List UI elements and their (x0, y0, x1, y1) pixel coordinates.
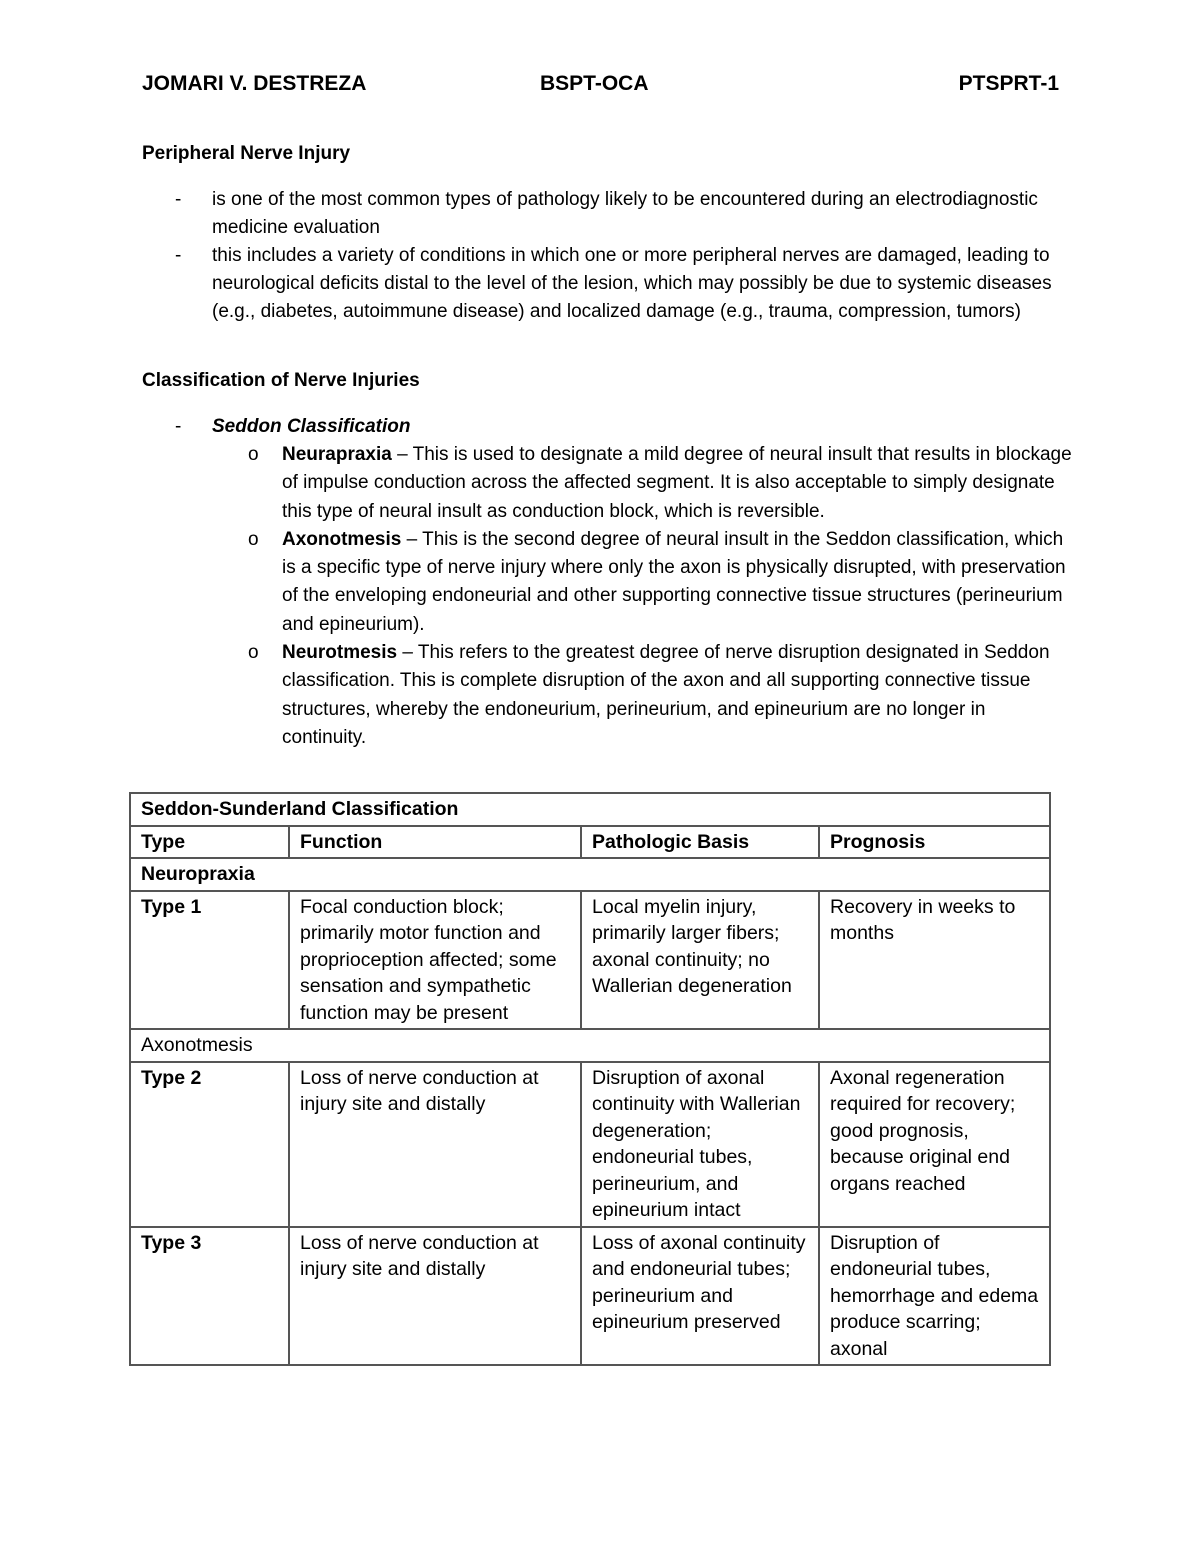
list-item: - is one of the most common types of pathology likely to be encountered during an electrodiagnostic medicine evaluation (142, 186, 1072, 242)
seddon-items (212, 441, 1072, 752)
student-name: JOMARI V. DESTREZA (142, 72, 367, 95)
table-row (130, 793, 1050, 826)
table-cell: Disruption of axonal continuity with Wallerian degeneration; endoneurial tubes, perineurium, and epineurium intact (581, 1062, 819, 1227)
o-marker: o (248, 642, 259, 664)
column-header: Pathologic Basis (581, 826, 819, 859)
table-cell: Type 1 (130, 891, 289, 1030)
dash-marker: - (175, 189, 182, 210)
table-cell: Loss of nerve conduction at injury site and distally (289, 1227, 581, 1366)
table-cell: Loss of nerve conduction at injury site and distally (289, 1062, 581, 1227)
program-label: BSPT-OCA (540, 72, 649, 95)
table-row (130, 858, 1050, 891)
column-header: Prognosis (819, 826, 1050, 859)
table-cell: Type 3 (130, 1227, 289, 1366)
section-title-peripheral-nerve-injury: Peripheral Nerve Injury (142, 143, 351, 164)
seddon-sunderland-table (129, 792, 1051, 1366)
table-cell: Disruption of endoneurial tubes, hemorrhage and edema produce scarring; axonal (819, 1227, 1050, 1366)
table-cell: Loss of axonal continuity and endoneurial tubes; perineurium and epineurium preserved (581, 1227, 819, 1366)
o-marker: o (248, 444, 259, 465)
course-code: PTSPRT-1 (958, 72, 1059, 95)
section-title-classification: Classification of Nerve Injuries (142, 370, 420, 391)
table-row (130, 1062, 1050, 1227)
o-marker: o (248, 528, 259, 550)
group-label: Neuropraxia (130, 858, 1050, 891)
table-header-row (130, 826, 1050, 859)
group-label: Axonotmesis (130, 1029, 1050, 1062)
page-header (142, 72, 1059, 102)
dash-marker: - (175, 245, 182, 266)
classification-bullets (142, 413, 1072, 752)
list-item: o Axonotmesis – This is the second degree of neural insult in the Seddon classification, which is a specific type of nerve injury where only the axon is physically disrupted, with preservation of the enveloping endoneurial and other supporting connective tissue structures (perineurium and epineurium). (212, 526, 1072, 639)
seddon-subtitle: Seddon Classification (212, 416, 411, 437)
table-row (130, 891, 1050, 1030)
list-item: - this includes a variety of conditions in which one or more peripheral nerves are damaged, leading to neurological deficits distal to the level of the lesion, which may possibly be due to systemic diseases (e.g., diabetes, autoimmune disease) and localized damage (e.g., trauma, compression, tumors) (142, 242, 1072, 326)
table-row (130, 1029, 1050, 1062)
table-cell: Focal conduction block; primarily motor function and proprioception affected; some sensation and sympathetic function may be present (289, 891, 581, 1030)
peripheral-nerve-bullets (142, 186, 1072, 326)
table-cell: Local myelin injury, primarily larger fibers; axonal continuity; no Wallerian degeneration (581, 891, 819, 1030)
column-header: Function (289, 826, 581, 859)
list-item: o Neurapraxia – This is used to designate a mild degree of neural insult that results in blockage of impulse conduction across the affected segment. It is also acceptable to simply designate this type of neural insult as conduction block, which is reversible. (212, 441, 1072, 526)
list-item (142, 413, 1072, 752)
column-header: Type (130, 826, 289, 859)
table-row (130, 1227, 1050, 1366)
table-cell: Type 2 (130, 1062, 289, 1227)
table-title: Seddon-Sunderland Classification (130, 793, 1050, 826)
table-cell: Recovery in weeks to months (819, 891, 1050, 1030)
dash-marker: - (175, 416, 182, 437)
table-cell: Axonal regeneration required for recovery; good prognosis, because original end organs reached (819, 1062, 1050, 1227)
list-item: o Neurotmesis – This refers to the greatest degree of nerve disruption designated in Seddon classification. This is complete disruption of the axon and all supporting connective tissue structures, whereby the endoneurium, perineurium, and epineurium are no longer in continuity. (212, 639, 1072, 752)
